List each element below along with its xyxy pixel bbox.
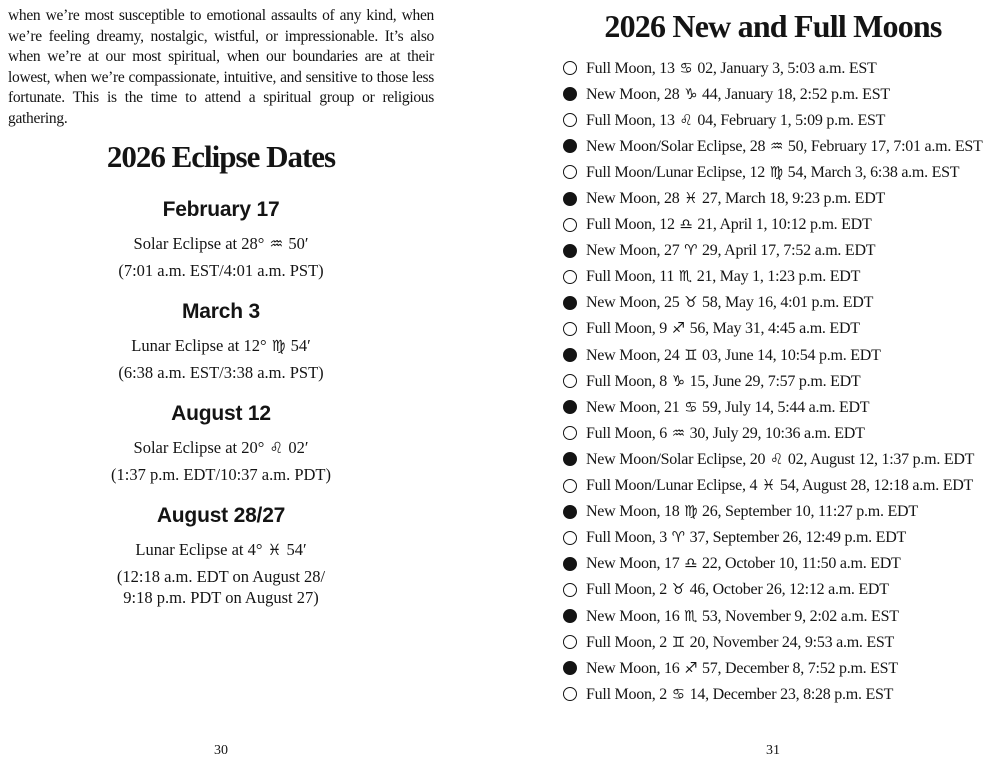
moon-entry-text <box>586 59 877 78</box>
moon-entry-text <box>586 372 860 391</box>
zodiac-libra-icon: ♎ <box>679 215 693 234</box>
zodiac-gemini-icon: ♊ <box>671 632 685 651</box>
full-moon-icon <box>563 479 577 493</box>
moon-entry-after: 21, April 1, 10:12 p.m. EDT <box>693 216 872 234</box>
moon-entry-after: 54, March 3, 6:38 a.m. EST <box>783 163 960 181</box>
intro-paragraph: when we’re most susceptible to emotional assaults of any kind, when we’re feeling dreamy, nostalgic, wistful, or impressionable. It’s also when we’re at our most spiritual, when our boundaries are at their lowest, when we’re compassionate, intuitive, and sensitive to those less fortunate. This is the time to attend a spiritual group or religious gathering. <box>8 7 434 127</box>
moon-entry-before: Full Moon, 2 <box>586 685 671 703</box>
moon-list-item <box>563 629 983 655</box>
moon-list-item <box>563 446 983 472</box>
moon-entry-after: 56, May 31, 4:45 a.m. EDT <box>685 320 860 338</box>
zodiac-pisces-icon: ♓ <box>762 476 776 495</box>
moon-entry-after: 53, November 9, 2:02 a.m. EST <box>698 607 899 625</box>
moon-entry-text <box>586 241 875 260</box>
new-moon-icon <box>563 452 577 466</box>
moon-entry-after: 37, September 26, 12:49 p.m. EDT <box>685 529 907 547</box>
zodiac-taurus-icon: ♉ <box>671 580 685 599</box>
moon-list-item <box>563 212 983 238</box>
moon-list-item <box>563 655 983 681</box>
moon-entry-after: 46, October 26, 12:12 a.m. EDT <box>685 581 889 599</box>
zodiac-cancer-icon: ♋ <box>684 397 698 416</box>
moon-list-item <box>563 368 983 394</box>
moon-list-item <box>563 238 983 264</box>
new-moon-icon <box>563 296 577 310</box>
zodiac-cancer-icon: ♋ <box>679 58 693 77</box>
moon-entry-text <box>586 85 890 104</box>
new-moon-icon <box>563 609 577 623</box>
page-number-right: 31 <box>766 743 780 758</box>
full-moon-icon <box>563 531 577 545</box>
moon-entry-before: New Moon/Solar Eclipse, 28 <box>586 137 769 155</box>
moon-entry-before: Full Moon, 6 <box>586 424 671 442</box>
moon-entry-before: New Moon, 25 <box>586 294 684 312</box>
moon-entry-after: 20, November 24, 9:53 a.m. EST <box>685 633 895 651</box>
full-moon-icon <box>563 374 577 388</box>
moon-entry-text <box>586 293 873 312</box>
eclipse-position-line <box>8 337 434 355</box>
moon-entry-text <box>586 189 885 208</box>
new-moon-icon <box>563 139 577 153</box>
zodiac-leo-icon: ♌ <box>679 110 693 129</box>
moon-entry-after: 57, December 8, 7:52 p.m. EST <box>698 659 898 677</box>
moon-entry-before: New Moon, 16 <box>586 659 684 677</box>
eclipse-date-heading: March 3 <box>182 300 260 323</box>
left-page <box>8 0 434 771</box>
moon-list-item <box>563 185 983 211</box>
eclipse-position-after: 54′ <box>282 540 307 559</box>
moon-entry-after: 21, May 1, 1:23 p.m. EDT <box>693 268 861 286</box>
new-moon-icon <box>563 192 577 206</box>
moon-entry-text <box>586 580 889 599</box>
moon-list-item <box>563 551 983 577</box>
zodiac-pisces-icon: ♓ <box>684 189 698 208</box>
moon-entry-before: New Moon, 18 <box>586 503 684 521</box>
moon-entry-before: Full Moon, 2 <box>586 633 671 651</box>
full-moon-icon <box>563 583 577 597</box>
moon-entry-after: 02, January 3, 5:03 a.m. EST <box>693 59 877 77</box>
full-moon-icon <box>563 687 577 701</box>
moon-entry-before: New Moon, 27 <box>586 242 684 260</box>
moon-entry-after: 04, February 1, 5:09 p.m. EST <box>693 111 886 129</box>
moon-entry-text <box>586 111 885 130</box>
zodiac-virgo-icon: ♍ <box>271 337 286 355</box>
zodiac-sagittarius-icon: ♐ <box>684 658 698 677</box>
zodiac-taurus-icon: ♉ <box>684 293 698 312</box>
eclipse-date-heading: August 28/27 <box>156 504 286 527</box>
moon-entry-text <box>586 163 959 182</box>
moon-entry-text <box>586 633 894 652</box>
moon-list-item <box>563 342 983 368</box>
moon-list-item <box>563 577 983 603</box>
moon-entry-text <box>586 554 901 573</box>
moon-entry-after: 02, August 12, 1:37 p.m. EDT <box>784 450 975 468</box>
new-moon-icon <box>563 348 577 362</box>
moon-entry-after: 58, May 16, 4:01 p.m. EDT <box>698 294 874 312</box>
moon-entry-after: 30, July 29, 10:36 a.m. EDT <box>685 424 865 442</box>
moon-entry-after: 22, October 10, 11:50 a.m. EDT <box>698 555 901 573</box>
eclipse-dates-title: 2026 Eclipse Dates <box>106 139 336 174</box>
eclipse-section <box>8 503 434 608</box>
moon-entry-text <box>586 685 893 704</box>
new-moon-icon <box>563 557 577 571</box>
eclipse-time-line: (7:01 a.m. EST/4:01 a.m. PST) <box>118 261 324 280</box>
moon-entry-after: 54, August 28, 12:18 a.m. EDT <box>776 477 974 495</box>
full-moon-icon <box>563 426 577 440</box>
new-moon-icon <box>563 661 577 675</box>
full-moon-icon <box>563 635 577 649</box>
moon-entry-before: Full Moon, 12 <box>586 216 679 234</box>
zodiac-aquarius-icon: ♒ <box>671 423 685 442</box>
moon-entry-text <box>586 398 869 417</box>
moon-entry-text <box>586 346 881 365</box>
eclipse-time-line: (1:37 p.m. EDT/10:37 a.m. PDT) <box>111 465 331 484</box>
zodiac-cancer-icon: ♋ <box>671 684 685 703</box>
moon-entry-before: New Moon, 16 <box>586 607 684 625</box>
zodiac-gemini-icon: ♊ <box>684 345 698 364</box>
eclipse-position-after: 54′ <box>286 336 311 355</box>
eclipse-time-line: (6:38 a.m. EST/3:38 a.m. PST) <box>118 363 324 382</box>
moon-entry-before: New Moon, 28 <box>586 190 684 208</box>
full-moon-icon <box>563 270 577 284</box>
moon-entry-before: Full Moon, 13 <box>586 111 679 129</box>
right-page <box>563 0 983 771</box>
eclipse-time-line-2: 9:18 p.m. PDT on August 27) <box>123 587 319 607</box>
eclipse-section <box>8 299 434 384</box>
moon-entry-before: New Moon, 24 <box>586 346 684 364</box>
moon-entry-text <box>586 215 872 234</box>
moon-entry-text <box>586 450 974 469</box>
moon-entry-text <box>586 267 860 286</box>
eclipse-position-line <box>8 439 434 457</box>
moon-list-item <box>563 681 983 707</box>
moon-entry-before: New Moon/Solar Eclipse, 20 <box>586 450 769 468</box>
moon-list-item <box>563 133 983 159</box>
moon-list-item <box>563 394 983 420</box>
new-full-moons-title: 2026 New and Full Moons <box>604 8 942 44</box>
eclipse-date-heading: February 17 <box>162 198 280 221</box>
moon-list <box>563 55 983 707</box>
moon-entry-after: 03, June 14, 10:54 p.m. EDT <box>698 346 881 364</box>
page-number-left: 30 <box>214 743 228 758</box>
moon-list-item <box>563 420 983 446</box>
full-moon-icon <box>563 113 577 127</box>
zodiac-libra-icon: ♎ <box>684 554 698 573</box>
moon-entry-before: New Moon, 21 <box>586 398 684 416</box>
zodiac-aquarius-icon: ♒ <box>770 136 784 155</box>
new-moon-icon <box>563 244 577 258</box>
moon-list-item <box>563 107 983 133</box>
moon-entry-text <box>586 607 899 626</box>
eclipse-position-before: Lunar Eclipse at 12° <box>131 336 271 355</box>
eclipse-position-after: 02′ <box>284 438 309 457</box>
zodiac-aries-icon: ♈ <box>671 528 685 547</box>
moon-list-item <box>563 290 983 316</box>
full-moon-icon <box>563 165 577 179</box>
zodiac-capricorn-icon: ♑ <box>684 84 698 103</box>
moon-list-item <box>563 473 983 499</box>
eclipse-position-line <box>8 235 434 253</box>
moon-list-item <box>563 603 983 629</box>
moon-entry-after: 29, April 17, 7:52 a.m. EDT <box>698 242 876 260</box>
eclipse-position-after: 50′ <box>284 234 309 253</box>
moon-entry-before: Full Moon, 2 <box>586 581 671 599</box>
moon-entry-before: New Moon, 28 <box>586 85 684 103</box>
eclipse-section <box>8 401 434 486</box>
zodiac-sagittarius-icon: ♐ <box>671 319 685 338</box>
moon-entry-before: Full Moon, 3 <box>586 529 671 547</box>
moon-list-item <box>563 525 983 551</box>
moon-entry-before: Full Moon, 13 <box>586 59 679 77</box>
eclipse-position-before: Lunar Eclipse at 4° <box>135 540 267 559</box>
moon-entry-before: Full Moon/Lunar Eclipse, 12 <box>586 163 769 181</box>
full-moon-icon <box>563 218 577 232</box>
moon-entry-after: 50, February 17, 7:01 a.m. EST <box>784 137 983 155</box>
moon-list-item <box>563 159 983 185</box>
moon-entry-after: 27, March 18, 9:23 p.m. EDT <box>698 190 886 208</box>
eclipse-position-before: Solar Eclipse at 20° <box>133 438 269 457</box>
new-moon-icon <box>563 87 577 101</box>
moon-list-item <box>563 55 983 81</box>
moon-list-item <box>563 81 983 107</box>
moon-entry-after: 59, July 14, 5:44 a.m. EDT <box>698 398 870 416</box>
zodiac-leo-icon: ♌ <box>770 449 784 468</box>
moon-list-item <box>563 264 983 290</box>
moon-entry-text <box>586 659 898 678</box>
moon-entry-before: Full Moon, 8 <box>586 372 671 390</box>
eclipse-position-before: Solar Eclipse at 28° <box>133 234 269 253</box>
moon-entry-text <box>586 424 865 443</box>
moon-entry-before: New Moon, 17 <box>586 555 684 573</box>
moon-list-item <box>563 316 983 342</box>
moon-entry-before: Full Moon/Lunar Eclipse, 4 <box>586 477 762 495</box>
zodiac-capricorn-icon: ♑ <box>671 371 685 390</box>
zodiac-scorpio-icon: ♏ <box>684 606 698 625</box>
full-moon-icon <box>563 61 577 75</box>
moon-list-item <box>563 499 983 525</box>
moon-entry-text <box>586 528 906 547</box>
eclipse-section <box>8 197 434 282</box>
zodiac-virgo-icon: ♍ <box>684 502 698 521</box>
moon-entry-after: 26, September 10, 11:27 p.m. EDT <box>698 503 918 521</box>
zodiac-aquarius-icon: ♒ <box>269 235 284 253</box>
zodiac-aries-icon: ♈ <box>684 241 698 260</box>
moon-entry-after: 14, December 23, 8:28 p.m. EST <box>685 685 894 703</box>
zodiac-leo-icon: ♌ <box>269 439 284 457</box>
moon-entry-after: 44, January 18, 2:52 p.m. EST <box>698 85 890 103</box>
zodiac-pisces-icon: ♓ <box>267 541 282 559</box>
zodiac-scorpio-icon: ♏ <box>678 267 693 286</box>
moon-entry-text <box>586 137 983 156</box>
eclipse-time-line: (12:18 a.m. EDT on August 28/ <box>116 567 326 586</box>
moon-entry-after: 15, June 29, 7:57 p.m. EDT <box>685 372 861 390</box>
moon-entry-before: Full Moon, 9 <box>586 320 671 338</box>
zodiac-virgo-icon: ♍ <box>769 162 783 181</box>
eclipse-position-line <box>8 541 434 559</box>
new-moon-icon <box>563 505 577 519</box>
eclipse-date-heading: August 12 <box>171 402 271 425</box>
moon-entry-text <box>586 476 973 495</box>
moon-entry-text <box>586 502 918 521</box>
new-moon-icon <box>563 400 577 414</box>
full-moon-icon <box>563 322 577 336</box>
moon-entry-before: Full Moon, 11 <box>586 268 678 286</box>
moon-entry-text <box>586 319 860 338</box>
